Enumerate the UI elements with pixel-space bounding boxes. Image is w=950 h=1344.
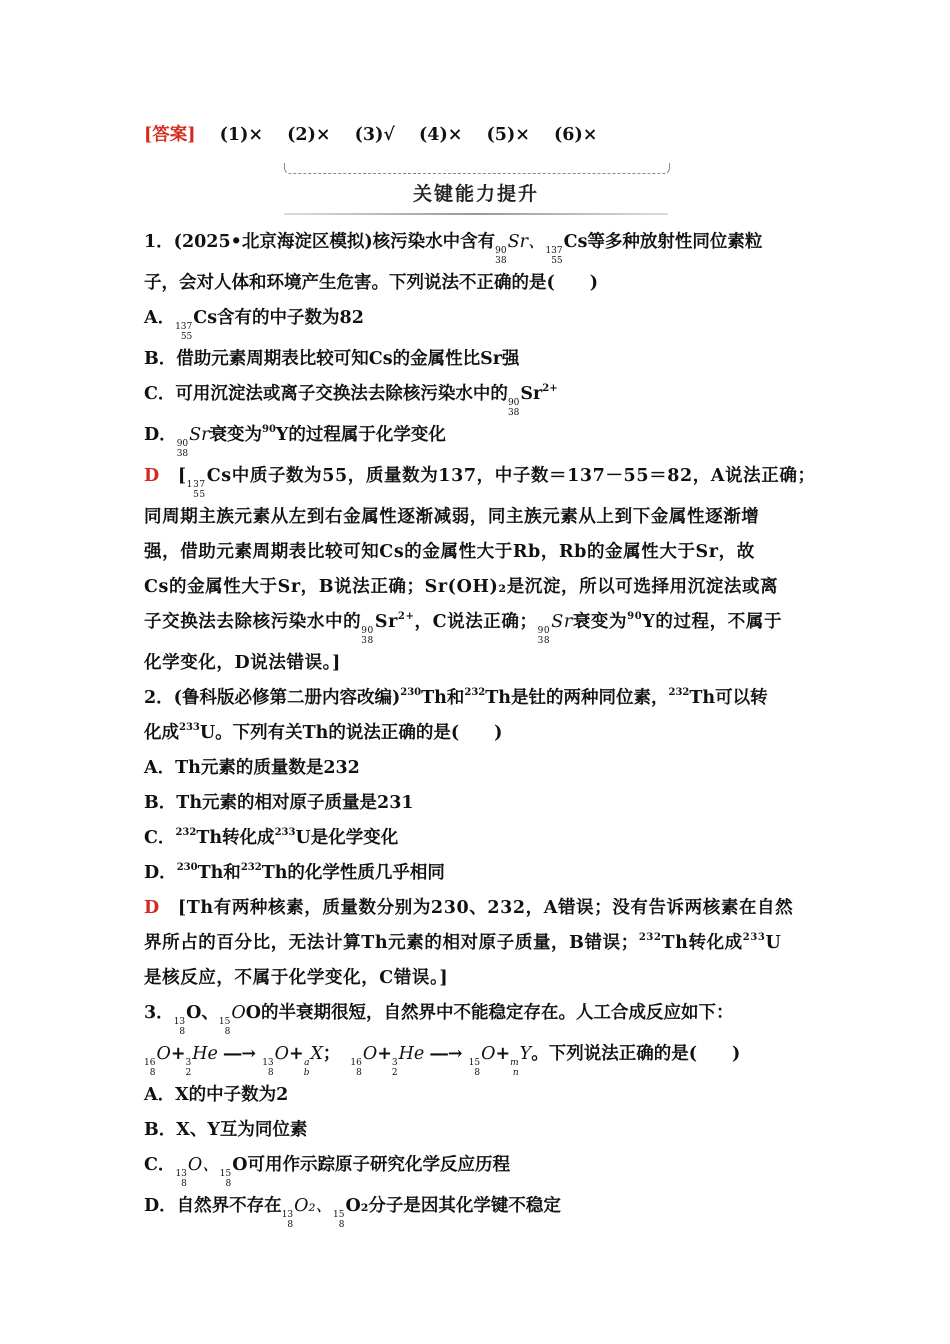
- answer-item: (3)√: [354, 125, 395, 145]
- q2-option-a: A．Th元素的质量数是232: [144, 758, 360, 778]
- question-2: [144, 681, 808, 996]
- q1-option-a: A． 137 55 Cs含有的中子数为82: [144, 308, 364, 342]
- answer-item: (4)×: [419, 125, 463, 145]
- q1-stem-line2: 子，会对人体和环境产生危害。下列说法不正确的是( ): [144, 273, 599, 293]
- q3-option-b: B．X、Y互为同位素: [144, 1120, 308, 1140]
- q2-stem-line2: 化成$^{233}$U。下列有关Th的说法正确的是( ): [144, 722, 503, 743]
- question-3: [144, 996, 808, 1230]
- q1-solution-line2: 同周期主族元素从左到右金属性逐渐减弱，同主族元素从上到下金属性逐渐增: [144, 507, 760, 527]
- q1-answer-letter: D: [144, 466, 160, 486]
- q1-option-d: D． 90 38 Sr衰变为$^{90}$Y的过程属于化学变化: [144, 424, 446, 459]
- q1-solution-line3: 强，借助元素周期表比较可知Cs的金属性大于Rb，Rb的金属性大于Sr，故: [144, 542, 755, 562]
- q1-solution-line5: 子交换法去除核污染水中的 90 38 $Sr^{2+}$，C说法正确； 90 38 Sr衰变为$^{90}$Y的过程，不属于: [144, 611, 783, 646]
- q2-stem-line1: 2．(鲁科版必修第二册内容改编)$^{230}$Th和$^{232}$Th是钍的两种同位素，$^{232}$Th可以转: [144, 687, 768, 708]
- q1-option-b: B．借助元素周期表比较可知Cs的金属性比Sr强: [144, 349, 520, 369]
- section-header: [144, 157, 808, 225]
- answer-line: [144, 118, 808, 153]
- q1-stem-line1: 1．(2025•北京海淀区模拟)核污染水中含有 90 38 Sr、 137 55 Cs等多种放射性同位素粒: [144, 232, 763, 266]
- answer-label: [答案]: [144, 125, 196, 145]
- answer-item: (6)×: [554, 125, 598, 145]
- q1-solution-line4: Cs的金属性大于Sr，B说法正确；Sr(OH)₂是沉淀，所以可选择用沉淀法或离: [144, 577, 779, 597]
- q3-option-d: D．自然界不存在 13 8 O₂、 15 8 O₂分子是因其化学键不稳定: [144, 1196, 561, 1230]
- q1-solution-line6: 化学变化，D说法错误。]: [144, 653, 341, 673]
- section-title: 关键能力提升: [412, 183, 539, 205]
- isotope-notation: 90 38: [495, 246, 507, 266]
- q2-solution-line2: 界所占的百分比，无法计算Th元素的相对原子质量，B错误；$^{232}$Th转化成$^{233}$U: [144, 932, 782, 953]
- header-dashed-bracket: [284, 163, 670, 174]
- q2-option-b: B．Th元素的相对原子质量是231: [144, 793, 414, 813]
- q3-option-a: A．X的中子数为2: [144, 1085, 289, 1105]
- q2-option-d: D．$^{230}$Th和$^{232}$Th的化学性质几乎相同: [144, 862, 445, 883]
- answer-item: (2)×: [287, 125, 331, 145]
- q1-solution-line1: D [ 137 55 Cs中质子数为55，质量数为137，中子数＝137－55＝82，A说法正确；: [144, 466, 816, 500]
- isotope-notation: 137 55: [545, 246, 563, 266]
- q1-option-c: C．可用沉淀法或离子交换法去除核污染水中的 90 38 $Sr^{2+}$: [144, 383, 558, 418]
- document-body: [144, 118, 816, 1230]
- q3-stem-line1: 3． 13 8 O、 15 8 OO的半衰期很短，自然界中不能稳定存在。人工合成反应如下：: [144, 1003, 734, 1037]
- q2-solution-line3: 是核反应，不属于化学变化，C错误。]: [144, 968, 449, 988]
- question-1: [144, 225, 816, 681]
- header-underline: [284, 213, 668, 215]
- q2-solution-line1: D [Th有两种核素，质量数分别为230、232，A错误；没有告诉两核素在自然: [144, 898, 794, 918]
- q3-option-c: C． 13 8 O、 15 8 O可用作示踪原子研究化学反应历程: [144, 1155, 510, 1189]
- q2-answer-letter: D: [144, 898, 160, 918]
- q2-option-c: C．$^{232}$Th转化成$^{233}$U是化学变化: [144, 827, 399, 848]
- answer-item: (1)×: [219, 125, 264, 145]
- answer-item: (5)×: [486, 125, 530, 145]
- q3-equations: 16 8 O+ 3 2 He ―→ 13 8 O+ a b X； 16 8 O+ 3 2 He ―→ 15 8 O+ m n Y。下列说法正确的是( ): [144, 1044, 741, 1078]
